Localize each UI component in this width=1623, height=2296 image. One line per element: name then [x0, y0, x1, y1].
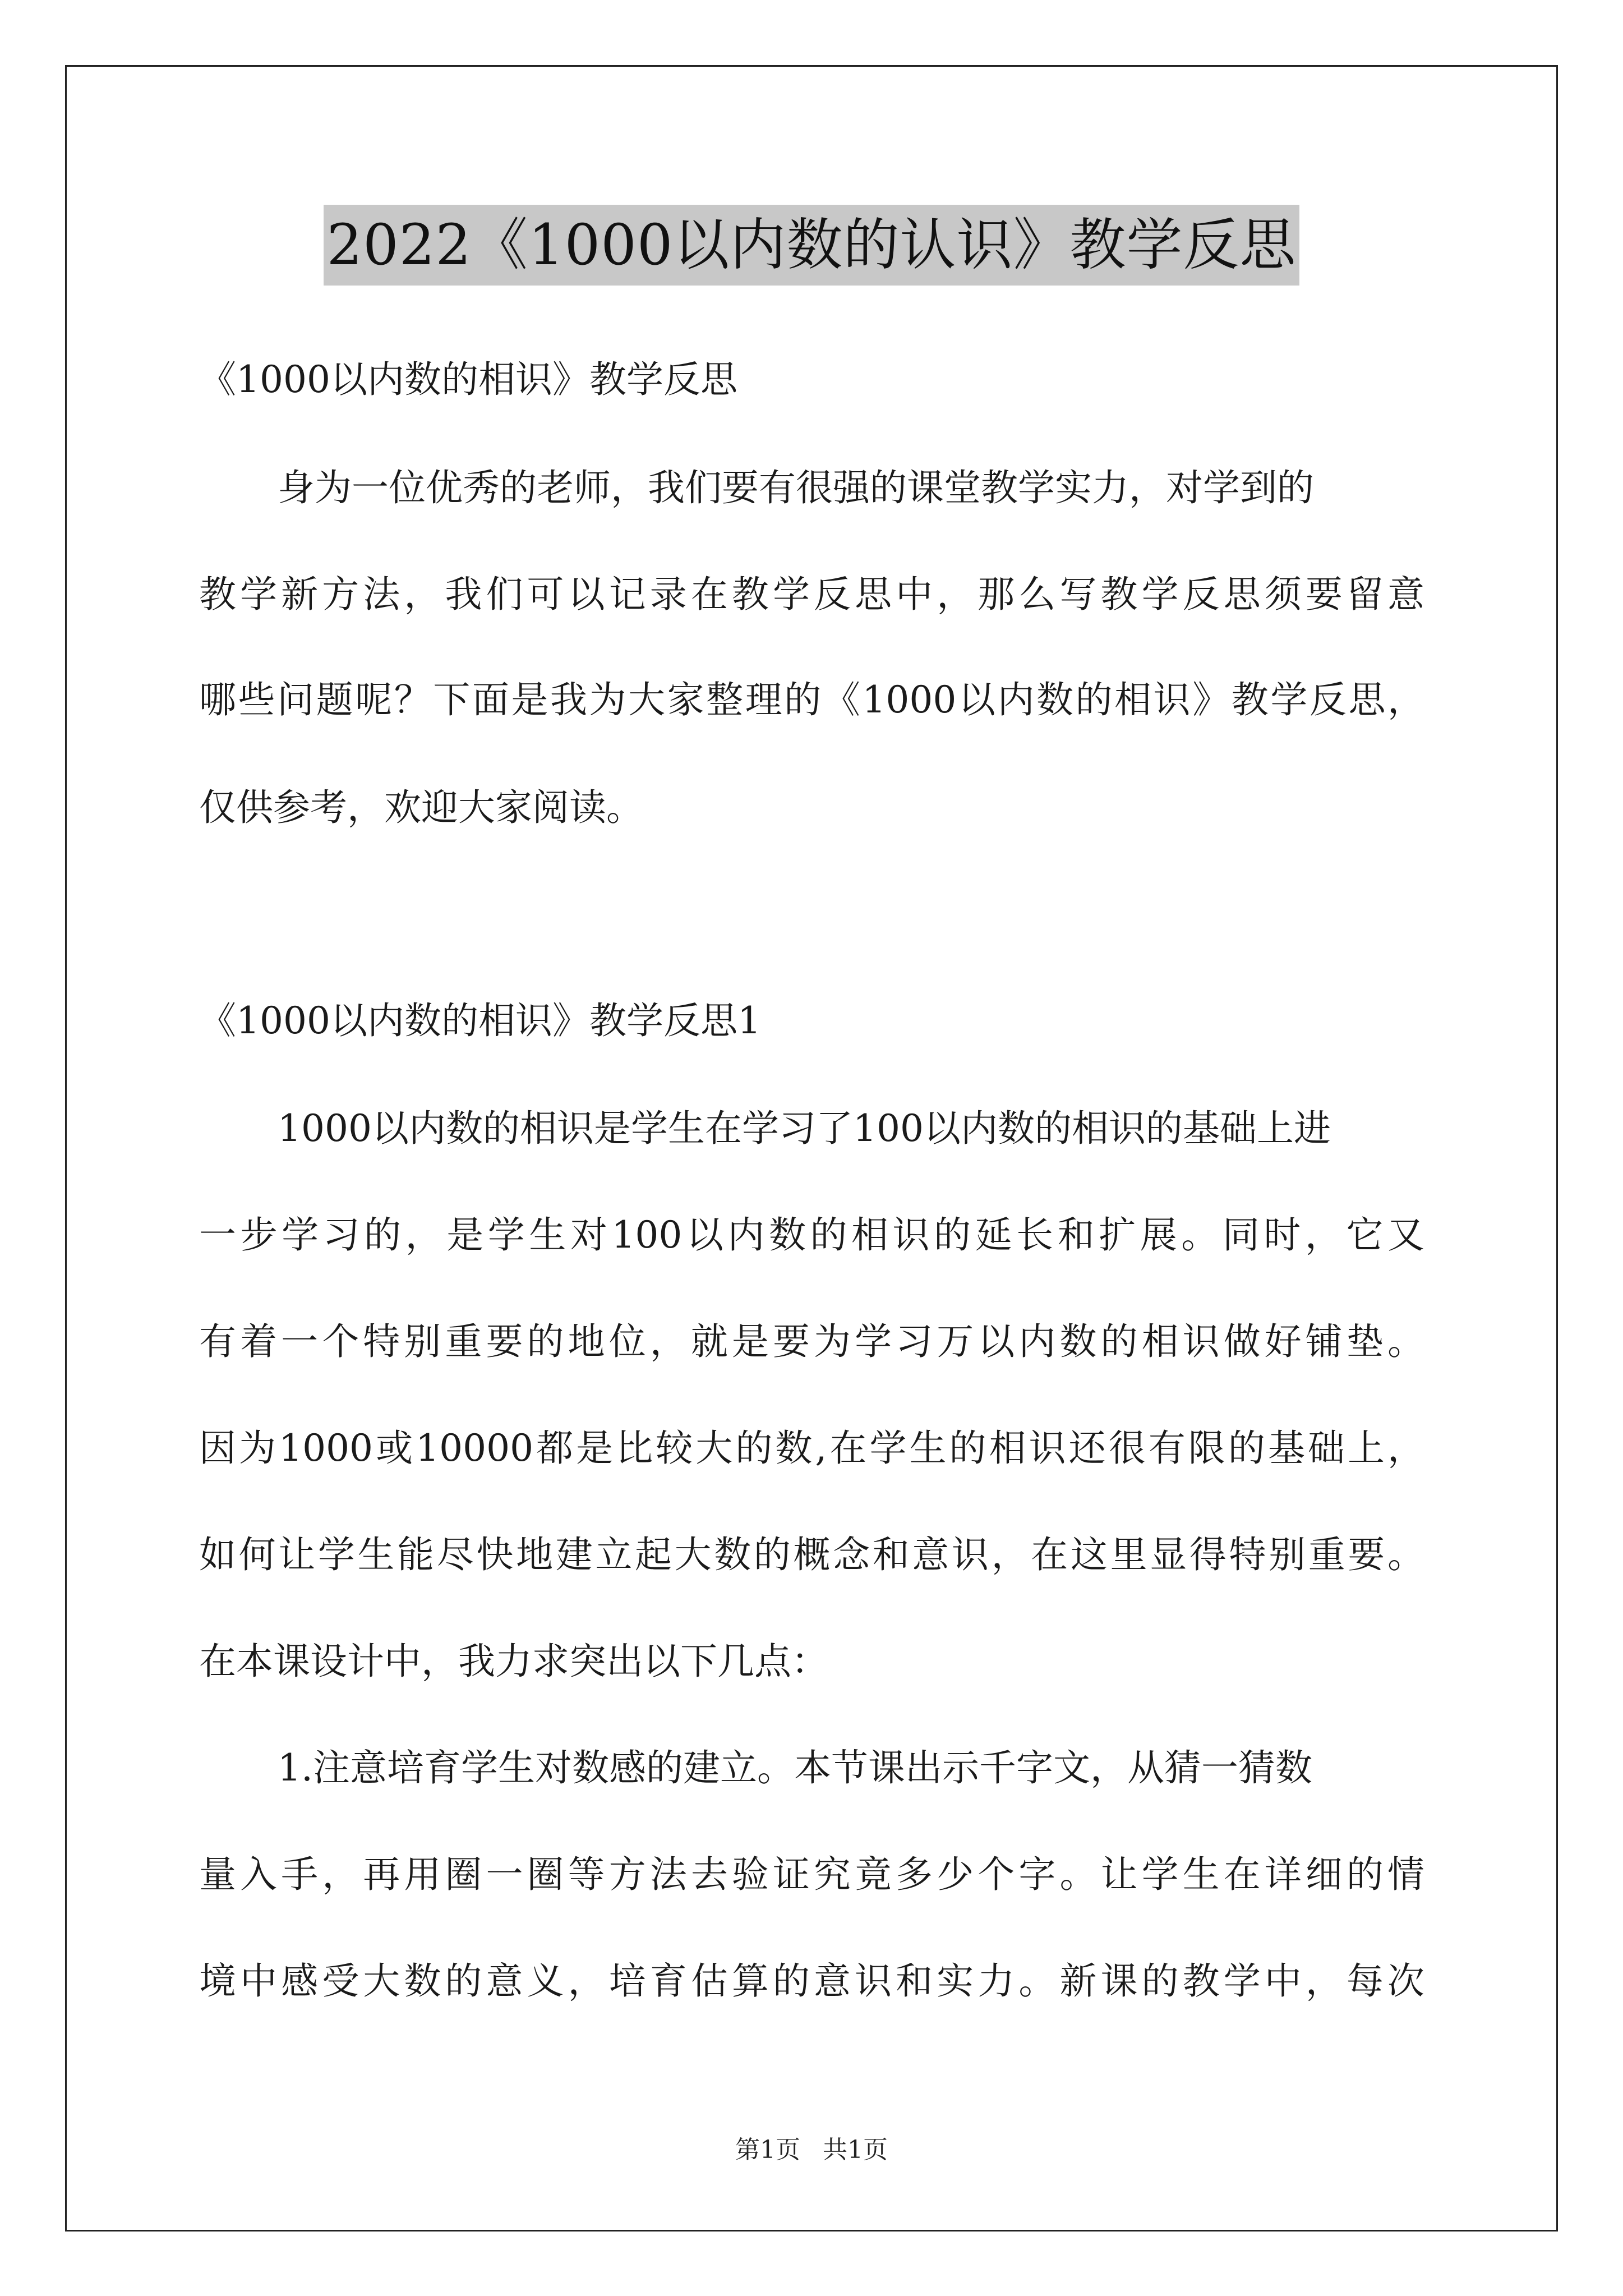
document-title-block	[0, 205, 1623, 289]
page-number: 第1页	[735, 2136, 800, 2164]
body-line-9: 境中感受大数的意义，培育估算的意识和实力。新课的教学中，每次	[199, 1959, 1424, 2003]
body-line-6: 在本课设计中，我力求突出以下几点：	[199, 1640, 828, 1683]
intro-line-1: 身为一位优秀的老师，我们要有很强的课堂教学实力，对学到的	[278, 466, 1314, 509]
document-title: 2022《1000以内数的认识》教学反思	[324, 205, 1300, 286]
intro-line-3: 哪些问题呢？下面是我为大家整理的《1000以内数的相识》教学反思，	[199, 678, 1424, 721]
page-total: 共1页	[823, 2136, 888, 2164]
body-line-3: 有着一个特别重要的地位，就是要为学习万以内数的相识做好铺垫。	[199, 1320, 1424, 1363]
intro-line-4: 仅供参考，欢迎大家阅读。	[199, 786, 643, 829]
body-line-7: 1.注意培育学生对数感的建立。本节课出示千字文，从猜一猜数	[278, 1746, 1312, 1789]
page-footer	[0, 2134, 1623, 2166]
section-heading: 《1000以内数的相识》教学反思1	[199, 999, 761, 1042]
body-line-8: 量入手，再用圈一圈等方法去验证究竟多少个字。让学生在详细的情	[199, 1853, 1424, 1896]
body-line-2: 一步学习的，是学生对100以内数的相识的延长和扩展。同时，它又	[199, 1213, 1424, 1257]
body-line-1: 1000以内数的相识是学生在学习了100以内数的相识的基础上进	[278, 1107, 1331, 1150]
body-line-5: 如何让学生能尽快地建立起大数的概念和意识，在这里显得特别重要。	[199, 1533, 1424, 1576]
body-line-4: 因为1000或10000都是比较大的数,在学生的相识还很有限的基础上，	[199, 1427, 1424, 1470]
intro-line-2: 教学新方法，我们可以记录在教学反思中，那么写教学反思须要留意	[199, 573, 1424, 616]
subtitle: 《1000以内数的相识》教学反思	[199, 358, 737, 401]
